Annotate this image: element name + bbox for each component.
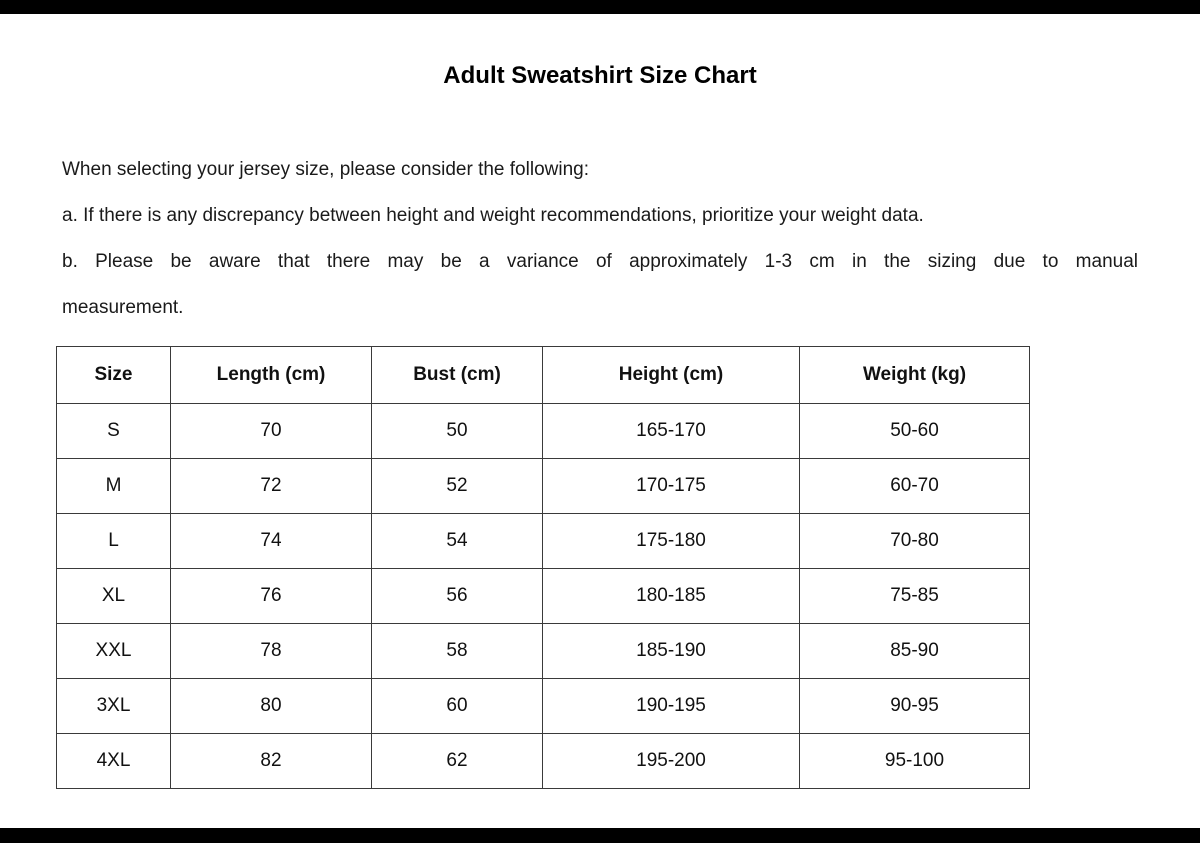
cell-weight: 70-80 (800, 514, 1030, 569)
cell-size: XXL (57, 624, 171, 679)
cell-height: 180-185 (543, 569, 800, 624)
header-size: Size (57, 347, 171, 404)
table-row (57, 569, 1030, 624)
cell-length: 74 (171, 514, 372, 569)
cell-length: 70 (171, 404, 372, 459)
header-height: Height (cm) (543, 347, 800, 404)
size-table (56, 346, 1030, 789)
cell-bust: 60 (372, 679, 543, 734)
cell-size: S (57, 404, 171, 459)
note-measurement-variance: b. Please be aware that there may be a variance of approximately 1-3 cm in the sizing due to manual (62, 251, 1138, 272)
cell-size: 4XL (57, 734, 171, 789)
header-length: Length (cm) (171, 347, 372, 404)
header-weight: Weight (kg) (800, 347, 1030, 404)
cell-length: 80 (171, 679, 372, 734)
cell-height: 185-190 (543, 624, 800, 679)
cell-weight: 75-85 (800, 569, 1030, 624)
cell-height: 165-170 (543, 404, 800, 459)
cell-bust: 54 (372, 514, 543, 569)
note-weight-priority: a. If there is any discrepancy between height and weight recommendations, prioritize your weight data. (62, 205, 924, 226)
table-row (57, 404, 1030, 459)
intro-notes (62, 147, 1138, 331)
cell-height: 190-195 (543, 679, 800, 734)
cell-bust: 62 (372, 734, 543, 789)
cell-bust: 52 (372, 459, 543, 514)
cell-length: 78 (171, 624, 372, 679)
cell-size: M (57, 459, 171, 514)
note-measurement-variance-cont: measurement. (62, 297, 184, 318)
header-bust: Bust (cm) (372, 347, 543, 404)
cell-length: 72 (171, 459, 372, 514)
cell-weight: 50-60 (800, 404, 1030, 459)
table-row (57, 624, 1030, 679)
cell-bust: 56 (372, 569, 543, 624)
cell-bust: 50 (372, 404, 543, 459)
cell-height: 170-175 (543, 459, 800, 514)
page-title: Adult Sweatshirt Size Chart (443, 62, 757, 89)
cell-size: 3XL (57, 679, 171, 734)
cell-height: 175-180 (543, 514, 800, 569)
table-header-row (57, 347, 1030, 404)
cell-size: L (57, 514, 171, 569)
table-row (57, 734, 1030, 789)
cell-weight: 60-70 (800, 459, 1030, 514)
cell-size: XL (57, 569, 171, 624)
cell-height: 195-200 (543, 734, 800, 789)
cell-length: 82 (171, 734, 372, 789)
cell-weight: 90-95 (800, 679, 1030, 734)
table-row (57, 514, 1030, 569)
size-chart-page (0, 14, 1200, 828)
cell-bust: 58 (372, 624, 543, 679)
cell-weight: 95-100 (800, 734, 1030, 789)
cell-length: 76 (171, 569, 372, 624)
cell-weight: 85-90 (800, 624, 1030, 679)
intro-line: When selecting your jersey size, please consider the following: (62, 159, 589, 180)
table-row (57, 679, 1030, 734)
table-row (57, 459, 1030, 514)
